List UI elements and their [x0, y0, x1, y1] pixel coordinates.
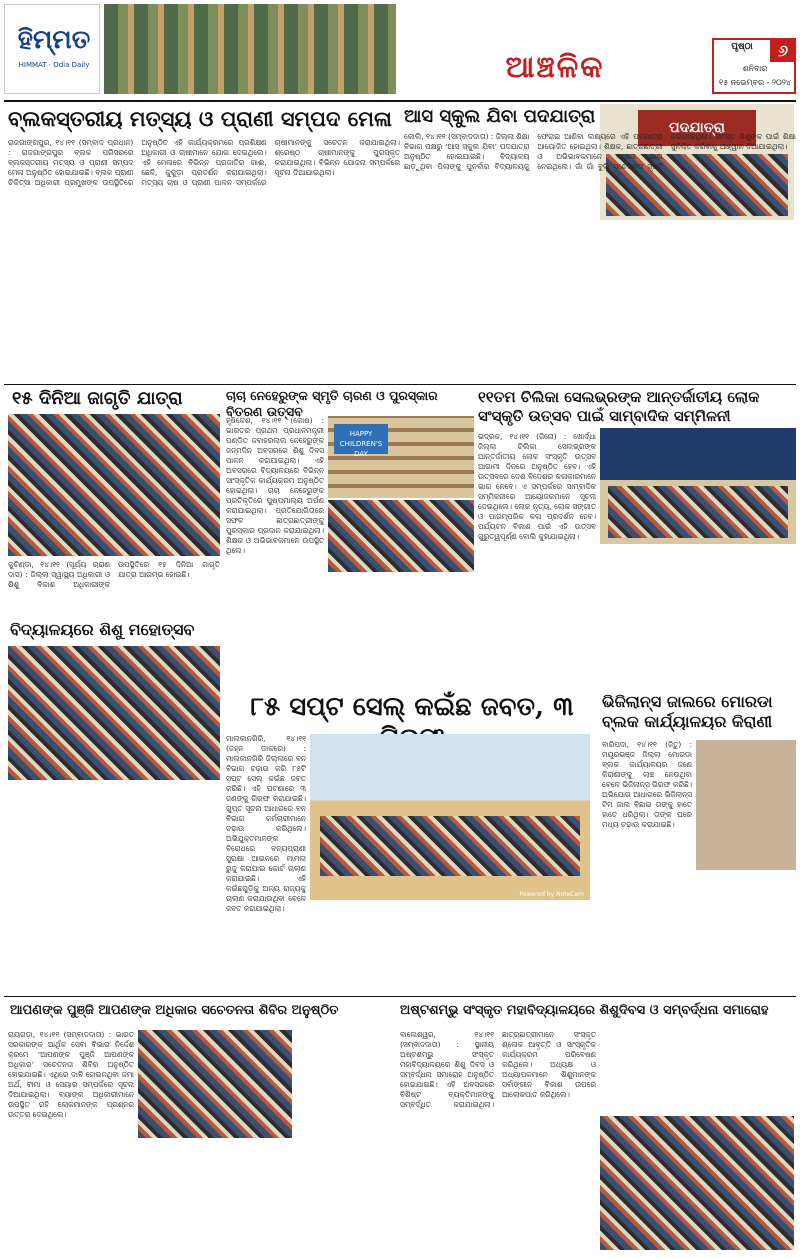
- newspaper-logo: [4, 4, 100, 94]
- story-5-photo: [600, 428, 796, 544]
- story-10-body: ବାଲେଶ୍ୱର, ୧୪।୧୧ (ସମ୍ବାଦଦାତା) : ସ୍ଥାନୀୟ ଅଷ୍ଟଶମ୍ଭୁ ସଂସ୍କୃତ ମହାବିଦ୍ୟାଳୟରେ ଶିଶୁ ଦିବସ ଓ ସମ୍ବର୍ଦ୍ଧନା ସମାରୋହ ଅନୁଷ୍ଠିତ ହୋଇଯାଇଛି। ଏହି ଅବସରରେ ବିଶିଷ୍ଟ ବ୍ୟକ୍ତିମାନଙ୍କୁ ସମ୍ବର୍ଦ୍ଧିତ କରାଯାଇଥିଲା। ଛାତ୍ରଛାତ୍ରୀମାନେ ସଂସ୍କୃତ ଶ୍ଳୋକ ଆବୃତ୍ତି ଓ ସାଂସ୍କୃତିକ କାର୍ଯ୍ୟକ୍ରମ ପରିବେଷଣ କରିଥିଲେ। ଅଧ୍ୟକ୍ଷ ଓ ଅଧ୍ୟାପକମାନେ ଶିଶୁମାନଙ୍କ ସର୍ବାଙ୍ଗୀନ ବିକାଶ ଉପରେ ଆଲୋକପାତ କରିଥିଲେ।: [400, 1030, 596, 1109]
- story-6-headline: ବିଦ୍ୟାଳୟରେ ଶିଶୁ ମହୋତ୍ସବ: [10, 620, 195, 639]
- story-4-body: ହୃଷିକେଶ, ୧୪।୧୧ (କୋଷ) : ଭାରତର ପ୍ରଥମ ପ୍ରଧାନମନ୍ତ୍ରୀ ପଣ୍ଡିତ ଜବାହରଲାଲ ନେହେରୁଙ୍କ ଜନ୍ମଦିନ ଅବସରରେ ଶିଶୁ ଦିବସ ପାଳନ କରାଯାଇଥିଲା। ଏହି ଅବସରରେ ବିଦ୍ୟାଳୟରେ ବିଭିନ୍ନ ସାଂସ୍କୃତିକ କାର୍ଯ୍ୟକ୍ରମ ଅନୁଷ୍ଠିତ ହୋଇଥିଲା। ଚାଚା ନେହେରୁଙ୍କ ପ୍ରତିକୃତିରେ ପୁଷ୍ପମାଲ୍ୟ ଅର୍ପଣ କରାଯାଇଥିଲା। ପ୍ରତିଯୋଗିତାରେ ସଫଳ ଛାତ୍ରଛାତ୍ରୀଙ୍କୁ ପୁରସ୍କାର ପ୍ରଦାନ କରାଯାଇଥିଲା। ଶିକ୍ଷକ ଓ ଅଭିଭାବକମାନେ ଉପସ୍ଥିତ ଥିଲେ।: [226, 416, 324, 555]
- story-10-photo: [600, 1116, 794, 1250]
- story-8-body: ବାରିପଦା, ୧୪।୧୧ (ଜିତୁ) : ମୟୂରଭଞ୍ଜ ଜିଲ୍ଲା ମୋରଡା ବ୍ଲକ କାର୍ଯ୍ୟାଳୟର ଜଣେ କିରାଣୀଙ୍କୁ ଲାଞ୍ଚ ନେଉଥିବା ବେଳେ ଭିଜିଲାନ୍ସ ଗିରଫ କରିଛି। ଅଭିଯୋଗ ଆଧାରରେ ଭିଜିଲାନ୍ସ ଟିମ ଜାଲ ବିଛାଇ ତାଙ୍କୁ ହାତେ ହାତେ ଧରିଥିଲା। ତାଙ୍କ ଘରେ ମଧ୍ୟ ଚଢ଼ାଉ କରାଯାଇଛି।: [602, 740, 692, 829]
- story-7-photo-people: [320, 816, 580, 876]
- story-5-body: ଭଦ୍ରକ, ୧୪।୧୧ (ଜିନୋ) : ଖୋର୍ଦ୍ଧା ଜିଲ୍ଲା ଚିଲିକା ସେଲଭ୍ରଙ୍କ ଆନ୍ତର୍ଜାତୀୟ ଲୋକ ସଂସ୍କୃତି ଉତ୍ସବ ଆଗାମୀ ଦିନରେ ଅନୁଷ୍ଠିତ ହେବ। ଏହି ଉତ୍ସବରେ ଦେଶ ବିଦେଶର କଳାକାରମାନେ ଭାଗ ନେବେ। ଏ ସମ୍ପର୍କରେ ସାମ୍ବାଦିକ ସମ୍ମିଳନୀରେ ଆୟୋଜକମାନେ ସୂଚନା ଦେଇଥିଲେ। ଲୋକ ନୃତ୍ୟ, ଲୋକ ସଙ୍ଗୀତ ଓ ପାରମ୍ପରିକ କଳା ପ୍ରଦର୍ଶନ ହେବ। ପର୍ଯ୍ୟଟନ ବିକାଶ ପାଇଁ ଏହି ଉତ୍ସବ ଗୁରୁତ୍ୱପୂର୍ଣ୍ଣ ବୋଲି କୁହାଯାଇଥିଲା।: [478, 432, 596, 541]
- masthead: [0, 0, 800, 98]
- story-8-headline: ଭିଜିଲାନ୍ସ ଜାଲରେ ମୋରଡା ବ୍ଲକ କାର୍ଯ୍ୟାଳୟର କିରାଣୀ: [602, 692, 773, 731]
- issue-day: ଶନିବାର: [742, 64, 768, 73]
- page-label: ପୃଷ୍ଠା: [731, 42, 753, 52]
- story-5-headline: ୧୧ତମ ଚିଲିକା ସେଲଭ୍ରଙ୍କ ଆନ୍ତର୍ଜାତୀୟ ଲୋକ ସଂସ୍କୃତି ଉତ୍ସବ ପାଇଁ ସାମ୍ବାଦିକ ସମ୍ମିଳନୀ: [478, 388, 760, 425]
- date-box: [712, 38, 796, 94]
- story-9-body: ରାୟଗଡ଼ା, ୧୪।୧୧ (ସମ୍ବାଦଦାତା) : ଭାରତ ସରକାରଙ୍କ ଆର୍ଥିକ ସେବା ବିଭାଗ ନିର୍ଦ୍ଦେଶ କ୍ରମେ ‘ଆପଣଙ୍କ ପୁଞ୍ଜି ଆପଣଙ୍କ ଅଧିକାର’ ସଚେତନତା ଶିବିର ଅନୁଷ୍ଠିତ ହୋଇଯାଇଛି। ଏଥିରେ ଦାବି ହୋଇନଥିବା ଜମା ଅର୍ଥ, ବୀମା ଓ ସେୟାର ସମ୍ପର୍କରେ ସୂଚନା ଦିଆଯାଇଥିଲା। ବ୍ୟାଙ୍କ ଅଧିକାରୀମାନେ ଉପସ୍ଥିତ ରହି ଲୋକମାନଙ୍କ ପ୍ରଶ୍ନର ଉତ୍ତର ଦେଇଥିଲେ।: [8, 1030, 134, 1119]
- story-8-photo: [696, 740, 796, 870]
- masthead-photo-strip: [104, 4, 396, 94]
- story-7-body: ମାଲକାନଗିରି, ୧୪।୧୧ (ଜହ୍ନ ଡାକରେ) : ମାଲକାନଗିରି ଜିଲ୍ଲାରେ ବନ ବିଭାଗ ଚଢ଼ାଉ କରି ୮୫ଟି ସପ୍ଟ ସେଲ୍ କଇଁଛ ଜବତ କରିଛି। ଏହି ଘଟଣାରେ ୩ ଜଣଙ୍କୁ ଗିରଫ କରାଯାଇଛି। ଗୁପ୍ତ ସୂଚନା ଆଧାରରେ ବନ ବିଭାଗ କର୍ମଚାରୀମାନେ ଚଢ଼ାଉ କରିଥିଲେ। ଅଭିଯୁକ୍ତମାନଙ୍କ ବିରୋଧରେ ବନ୍ୟପ୍ରାଣୀ ସୁରକ୍ଷା ଆଇନରେ ମାମଲା ରୁଜୁ କରାଯାଇ କୋର୍ଟ ଚାଲାଣ କରାଯାଇଛି। ଏହି କଇଁଛଗୁଡ଼ିକୁ ଅନ୍ୟ ରାଜ୍ୟକୁ ଚାଲାଣ କରାଯାଉଥିବା ବେଳେ ଜବତ କରାଯାଇଥିଲା।: [226, 734, 306, 913]
- story-3-headline: ୧୫ ଦିନିଆ ଜାଗୃତି ଯାତ୍ରା: [12, 388, 183, 409]
- story-1-headline: ବ୍ଲକସ୍ତରୀୟ ମତ୍ସ୍ୟ ଓ ପ୍ରାଣୀ ସମ୍ପଦ ମେଳା: [8, 106, 392, 131]
- row-divider-1: [4, 384, 796, 385]
- story-4-photo-top: [328, 416, 474, 498]
- story-7-headline: ୮୫ ସପ୍ଟ ସେଲ୍ କଇଁଛ ଜବତ, ୩: [250, 692, 574, 722]
- story-2-photo-banner: ପଦଯାତ୍ରା: [638, 110, 756, 146]
- story-5-photo-panel: [608, 486, 788, 538]
- story-1-body: ରାଜଗାଙ୍ଗପୁର, ୧୪।୧୧ (ସମ୍ବାଦ ପ୍ରଧାନ) : ରାଜଗାଙ୍ଗପୁର ବ୍ଲକ ପରିସରରେ ବ୍ଲକସ୍ତରୀୟ ମତ୍ସ୍ୟ ଓ ପ୍ରାଣୀ ସମ୍ପଦ ମେଳା ଅନୁଷ୍ଠିତ ହୋଇଯାଇଛି। ବ୍ଲକ ପ୍ରାଣୀ ଚିକିତ୍ସା ଅଧିକାରୀ ପ୍ରମୁଖଙ୍କ ଉପସ୍ଥିତିରେ ଅନୁଷ୍ଠିତ ଏହି କାର୍ଯ୍ୟକ୍ରମରେ ପ୍ରଶିକ୍ଷଣ ଅଧିକାରୀ ଓ ଚାଷୀମାନେ ଯୋଗ ଦେଇଥିଲେ। ଏହି ମେଳାରେ ବିଭିନ୍ନ ପ୍ରଜାତିର ଗାଈ, ଛେଳି, କୁକୁଡ଼ା ପ୍ରଦର୍ଶନ କରାଯାଇଥିଲା। ମତ୍ସ୍ୟ ଚାଷ ଓ ପ୍ରାଣୀ ପାଳନ ସମ୍ପର୍କରେ ଚାଷୀମାନଙ୍କୁ ସଚେତନ କରାଯାଇଥିଲା। ଶ୍ରେଷ୍ଠ ଚାଷୀମାନଙ୍କୁ ପୁରସ୍କୃତ କରାଯାଇଥିଲା। ବିଭିନ୍ନ ଯୋଜନା ସମ୍ପର୍କରେ ସୂଚନା ଦିଆଯାଇଥିଲା।: [8, 138, 400, 187]
- story-4-headline: ଚାଚା ନେହେରୁଙ୍କ ସ୍ମୃତି ଚାରଣ ଓ ପୁରସ୍କାର ବିତରଣ ଉତ୍ସବ: [226, 388, 438, 419]
- story-4-photo-bottom: [328, 500, 474, 572]
- issue-date: ୧୫ ନଭେମ୍ବର - ୨୦୨୪: [719, 78, 791, 87]
- story-9-photo: [138, 1030, 292, 1138]
- story-6-photo: [8, 646, 220, 780]
- masthead-divider: [4, 100, 796, 102]
- logo-subtitle: HIMMAT · Odia Daily: [18, 61, 90, 69]
- story-2-headline: ଆସ ସ୍କୁଲ ଯିବା ପଦଯାତ୍ରା: [404, 106, 596, 127]
- photo-caption: Powered by NoteCam: [519, 891, 584, 898]
- childrens-day-board: HAPPY CHILDREN'S DAY: [334, 424, 388, 454]
- story-3-body: କୁଚିଣ୍ଡା, ୧୪।୧୧ (ସୂର୍ଯ୍ୟ ଚାରାଣ ଦାସ) : ଜିଲ୍ଲା ସ୍ୱାସ୍ଥ୍ୟ ଅଧିକାରୀ ଓ ଶିଶୁ ବିକାଶ ଅଧିକାରୀଙ୍କ ଉପସ୍ଥିତିରେ ୧୫ ଦିନିଆ ଜାଗୃତି ଯାତ୍ରା ଆରମ୍ଭ ହୋଇଛି।: [8, 560, 220, 589]
- story-9-headline: ଆପଣଙ୍କ ପୁଞ୍ଜି ଆପଣଙ୍କ ଅଧିକାର ସଚେତନତା ଶିବିର ଅନୁଷ୍ଠିତ: [10, 1003, 339, 1018]
- page-number: ୬: [770, 40, 796, 62]
- section-title: ଆଞ୍ଚଳିକ: [505, 50, 605, 85]
- logo-text: ହିମ୍ମତ: [17, 25, 91, 55]
- story-7-photo: [310, 734, 590, 900]
- story-10-headline: ଅଷ୍ଟଶମ୍ଭୁ ସଂସ୍କୃତ ମହାବିଦ୍ୟାଳୟରେ ଶିଶୁଦିବସ ଓ ସମ୍ବର୍ଦ୍ଧନା ସମାରୋହ: [400, 1003, 769, 1018]
- row-divider-2: [4, 996, 796, 997]
- story-3-photo: [8, 414, 220, 556]
- story-2-body: କୋଲି, ୧୪।୧୧ (ସମ୍ବାଦଦାତା) : ଜିଲ୍ଲା ଶିକ୍ଷା ବିଭାଗ ପକ୍ଷରୁ ‘ଆସ ସ୍କୁଲ ଯିବା’ ପଦଯାତ୍ରା ଅନୁଷ୍ଠିତ ହୋଇଯାଇଛି। ବିଦ୍ୟାଳୟ ଛାଡ଼ୁଥିବା ପିଲାଙ୍କୁ ପୁନର୍ବାର ବିଦ୍ୟାଳୟକୁ ଫେରାଇ ଆଣିବା ଲକ୍ଷ୍ୟରେ ଏହି ପଦଯାତ୍ରା ଆୟୋଜିତ ହୋଇଥିଲା। ଶିକ୍ଷକ, ଛାତ୍ରଛାତ୍ରୀ ଓ ଅଭିଭାବକମାନେ ଏଥିରେ ଭାଗ ନେଇଥିଲେ। ଗାଁ ଗାଁ ବୁଲି ସଚେତନତା ସୃଷ୍ଟି କରାଯାଇଥିଲା। ସମସ୍ତ ଶିଶୁଙ୍କ ପାଇଁ ଶିକ୍ଷା ସୁନିଶ୍ଚିତ କରିବାକୁ ଆହ୍ୱାନ ଦିଆଯାଇଥିଲା।: [404, 132, 796, 171]
